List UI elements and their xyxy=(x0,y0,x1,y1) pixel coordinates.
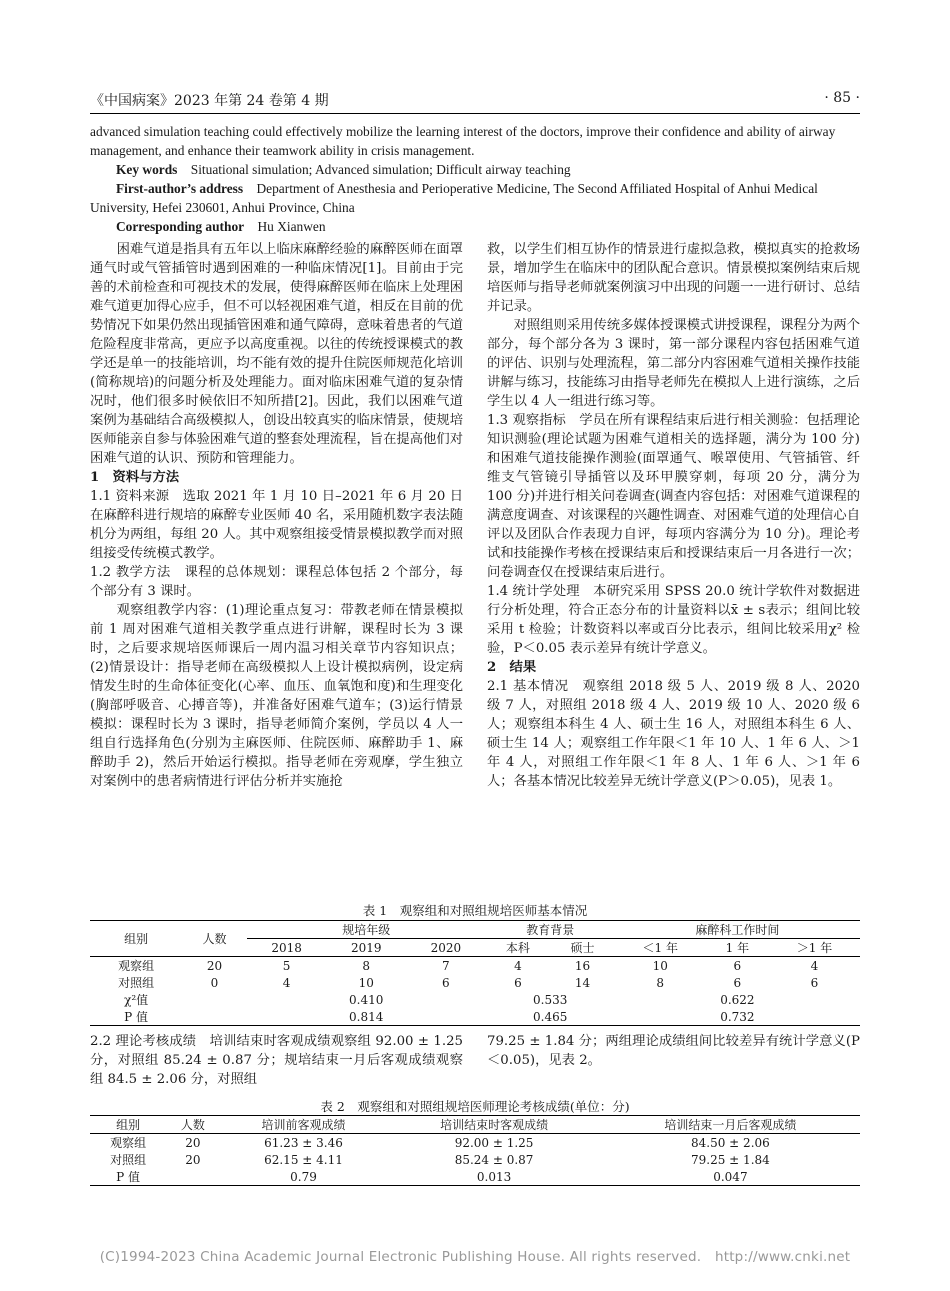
t1-sub: 1 年 xyxy=(725,941,750,955)
t1-h-group: 组别 xyxy=(90,921,182,957)
section-1-3: 1.3 观察指标 学员在所有课程结束后进行相关测验：包括理论知识测验(理论试题为困难气道相关的选择题，满分为 100 分)和困难气道技能操作测验(面罩通气、喉罩使用、气管插管、纤维支气管镜引导插管以及环甲膜穿刺，每项 20 分，满分为 100 分)并进行相关问卷调查(调查内容包括：对困难气道课程的满意度调查、对该课程的兴趣性调查、对困难气道的处理信心自评以及团队合作表现力自评，每项内容满分为 10 分)。理论考试和技能操作考核在授课结束后和授课结束后一月各进行一次；问卷调查仅在授课结束后进行。 xyxy=(487,413,860,580)
author-address: First-author’s address Department of Anesthesia and Perioperative Medicine, The Second Affiliated Hospital of Anhui Medical University, Hefei 230601, Anhui Province, China xyxy=(90,181,818,215)
section-2-1: 2.1 基本情况 观察组 2018 级 5 人、2019 级 8 人、2020 级 7 人，对照组 2018 级 4 人、2019 级 10 人、2020 级 6 人；观察组本科生 4 人、硕士生 16 人，对照组本科生 6 人、硕士生 14 人；观察组工作年限＜1 年 10 人、1 年 6 人、＞1 年 4 人，对照组工作年限＜1 年 8 人、1 年 6 人、＞1 年 6 人；各基本情况比较差异无统计学意义(P＞0.05)，见表 1。 xyxy=(487,679,860,789)
keywords: Key words Situational simulation; Advanced simulation; Difficult airway teaching xyxy=(116,162,571,177)
abstract-tail: advanced simulation teaching could effectively mobilize the learning interest of the doctors, improve their confidence and ability of airway management, and enhance their teamwork ability in crisis management. xyxy=(90,124,836,158)
t1-sub: ＞1 年 xyxy=(796,941,833,955)
section-1-heading: 1 资料与方法 xyxy=(90,470,180,485)
control-group-paragraph: 对照组则采用传统多媒体授课模式讲授课程，课程分为两个部分，每个部分各为 3 课时，第一部分课程内容包括困难气道的评估、识别与处理流程，第二部分内容困难气道相关操作技能讲解与练习，技能练习由指导老师先在模拟人上进行演练，之后学生以 4 人一组进行练习等。 xyxy=(487,318,860,409)
section-2-2-left: 2.2 理论考核成绩 培训结束时客观成绩观察组 92.00 ± 1.25 分，对照组 85.24 ± 0.87 分；规培结束一月后客观成绩观察组 84.5 ± 2.06 分，对照组 xyxy=(90,1034,463,1087)
table2-caption: 表 2 观察组和对照组规培医师理论考核成绩(单位：分) xyxy=(320,1099,630,1114)
t1-h-work: 麻醉科工作时间 xyxy=(615,921,860,939)
section-1-4: 1.4 统计学处理 本研究采用 SPSS 20.0 统计学软件对数据进行分析处理，符合正态分布的计量资料以x̄ ± s表示；组间比较采用 t 检验；计数资料以率或百分比表示，组间比较采用χ² 检验，P＜0.05 表示差异有统计学意义。 xyxy=(487,584,860,656)
abstract-block xyxy=(90,122,860,236)
section-2-2-right: 79.25 ± 1.84 分；两组理论成绩组间比较差异有统计学意义(P＜0.05)，见表 2。 xyxy=(487,1034,860,1068)
table1-caption: 表 1 观察组和对照组规培医师基本情况 xyxy=(362,903,588,918)
rescue-paragraph: 救，以学生们相互协作的情景进行虚拟急救，模拟真实的抢救场景，增加学生在临床中的团队配合意识。情景模拟案例结束后规培医师与指导老师就案例演习中出现的问题一一进行研讨、总结并记录。 xyxy=(487,242,860,314)
page-number: · 85 · xyxy=(824,90,860,106)
journal-title: 《中国病案》2023 年第 24 卷第 4 期 xyxy=(90,93,329,109)
observation-group-content: 观察组教学内容：(1)理论重点复习：带教老师在情景模拟前 1 周对困难气道相关教学重点进行讲解，课程时长为 3 课时，之后要求规培医师课后一周内温习相关章节内容知识点；(2)情景设计：指导老师在高级模拟人上设计模拟病例，设定病情发生时的生命体征变化(心率、血压、血氧饱和度)和生理变化(胸部呼吸音、心搏音等)，并准备好困难气道车；(3)运行情景模拟：课程时长为 3 课时，指导老师简介案例，学员以 4 人一组自行选择角色(分别为主麻医师、住院医师、麻醉助手 1、麻醉助手 2)，然后开始运行模拟。指导老师在旁观摩，学生独立对案例中的患者病情进行评估分析并实施抢 xyxy=(90,603,463,789)
copyright-footer: (C)1994-2023 China Academic Journal Electronic Publishing House. All rights reserved. http://www.cnki.net xyxy=(99,1249,851,1265)
t1-sub: 2020 xyxy=(430,940,462,955)
t1-h-edu: 教育背景 xyxy=(486,921,615,939)
table2: 组别 人数 培训前客观成绩 培训结束时客观成绩 培训结束一月后客观成绩 观察组 20 61.23 ± 3.46 92.00 ± 1.25 84.50 ± 2.06 对照组 20 62.15 ± 4.11 85.24 ± 0.87 79.25 ± 1.84 P 值 0.79 0.013 0.047 xyxy=(90,1115,860,1186)
header-rule xyxy=(90,113,860,114)
t1-h-num: 人数 xyxy=(182,921,247,957)
t1-sub: ＜1 年 xyxy=(642,941,678,955)
table-row: P 值 0.79 0.013 0.047 xyxy=(90,1168,860,1186)
t1-sub: 2018 xyxy=(271,940,302,955)
left-column xyxy=(90,240,463,791)
table-row: χ²值 0.410 0.533 0.622 xyxy=(124,992,755,1007)
table-row: 对照组 0 4 10 6 6 14 8 6 6 xyxy=(118,975,819,990)
right-column xyxy=(487,240,860,791)
table-row: 对照组 20 62.15 ± 4.11 85.24 ± 0.87 79.25 ± 1.84 xyxy=(110,1152,770,1167)
table1 xyxy=(90,920,860,1026)
t1-sub: 本科 xyxy=(505,941,530,955)
t1-h-grade: 规培年级 xyxy=(247,921,486,939)
t1-sub: 2019 xyxy=(350,940,382,955)
section-1-2: 1.2 教学方法 课程的总体规划：课程总体包括 2 个部分，每个部分有 3 课时。 xyxy=(90,565,463,599)
table-row: 观察组 20 5 8 7 4 16 10 6 4 xyxy=(118,958,819,973)
table-row: 观察组 20 61.23 ± 3.46 92.00 ± 1.25 84.50 ± 2.06 xyxy=(110,1135,770,1150)
t1-sub: 硕士 xyxy=(570,941,595,955)
intro-paragraph: 困难气道是指具有五年以上临床麻醉经验的麻醉医师在面罩通气时或气管插管时遇到困难的一种临床情况[1]。目前由于完善的术前检查和可视技术的发展，使得麻醉医师在临床上处理困难气道更加得心应手，但不可以轻视困难气道，相反在目前的优势情况下如果仍然出现插管困难和通气障碍，意味着患者的气道危险程度非常高，更应予以高度重视。以往的传统授课模式的教学还是单一的技能培训，均不能有效的提升住院医师规范化培训(简称规培)的问题分析及处理能力。面对临床困难气道的复杂情况时，他们很多时候依旧不知所措[2]。因此，我们以困难气道案例为基础结合高级模拟人，创设出较真实的临床情景，使规培医师能亲自参与体验困难气道的整套处理流程，旨在提高他们对困难气道的认识、预防和管理能力。 xyxy=(90,242,463,466)
section-2-heading: 2 结果 xyxy=(487,660,537,675)
section-1-1: 1.1 资料来源 选取 2021 年 1 月 10 日–2021 年 6 月 20 日在麻醉科进行规培的麻醉专业医师 40 名，采用随机数字表法随机分为两组，每组 20 人。其中观察组接受情景模拟教学而对照组接受传统模式教学。 xyxy=(90,489,463,561)
table-row: P 值 0.814 0.465 0.732 xyxy=(90,1008,860,1026)
running-header xyxy=(90,90,860,110)
corresponding-author: Corresponding author Hu Xianwen xyxy=(116,219,326,234)
